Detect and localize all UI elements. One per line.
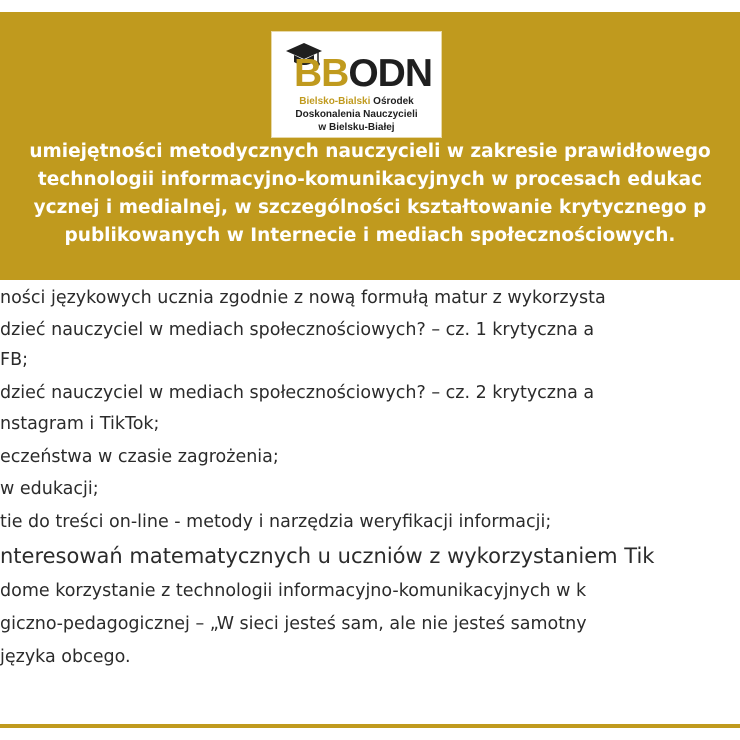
list-item: eczeństwa w czasie zagrożenia; bbox=[0, 447, 279, 467]
bbodn-logo bbox=[272, 32, 441, 137]
list-item: dzieć nauczyciel w mediach społecznościowych? – cz. 2 krytyczna a bbox=[0, 383, 595, 403]
list-item: FB; bbox=[0, 350, 28, 370]
logo-tagline-1-gold: Bielsko-Bialski bbox=[299, 96, 371, 107]
logo-tagline-1 bbox=[272, 96, 441, 108]
list-item: gicznо-pedagogicznej – „W sieci jesteś sam, ale nie jesteś samotny bbox=[0, 614, 587, 634]
headline-line-4: publikowanych w Internecie i mediach społecznościowych. bbox=[64, 225, 676, 246]
logo-wordmark bbox=[294, 54, 432, 94]
list-item: nstagram i TikTok; bbox=[0, 414, 160, 434]
headline-line-2: technologii informacyjno-komunikacyjnych w procesach edukac bbox=[37, 169, 703, 190]
header-banner bbox=[0, 12, 740, 280]
list-item: ności językowych ucznia zgodnie z nową formułą matur z wykorzysta bbox=[0, 288, 606, 308]
list-item: dzieć nauczyciel w mediach społecznościowych? – cz. 1 krytyczna a bbox=[0, 320, 595, 340]
logo-tagline-3: w Bielsku-Białej bbox=[318, 122, 395, 133]
list-item: języka obcego. bbox=[0, 647, 131, 667]
headline-line-1: umiejętności metodycznych nauczycieli w zakresie prawidłowego bbox=[29, 141, 711, 162]
list-item: tie do treści on-line - metody i narzędzia weryfikacji informacji; bbox=[0, 512, 552, 532]
headline-line-3: ycznej i medialnej, w szczególności kształtowanie krytycznego p bbox=[33, 197, 707, 218]
logo-wordmark-gold: BB bbox=[294, 52, 349, 95]
logo-wordmark-dark: ODN bbox=[348, 52, 433, 95]
bottom-divider bbox=[0, 724, 740, 728]
list-item: dome korzystanie z technologii informacyjno-komunikacyjnych w k bbox=[0, 581, 587, 601]
logo-tagline-1-dark: Ośrodek bbox=[373, 96, 414, 107]
logo-tagline-2: Doskonalenia Nauczycieli bbox=[295, 109, 418, 120]
list-item: w edukacji; bbox=[0, 479, 99, 499]
list-item: nteresowań matematycznych u uczniów z wykorzystaniem Tik bbox=[0, 544, 655, 568]
